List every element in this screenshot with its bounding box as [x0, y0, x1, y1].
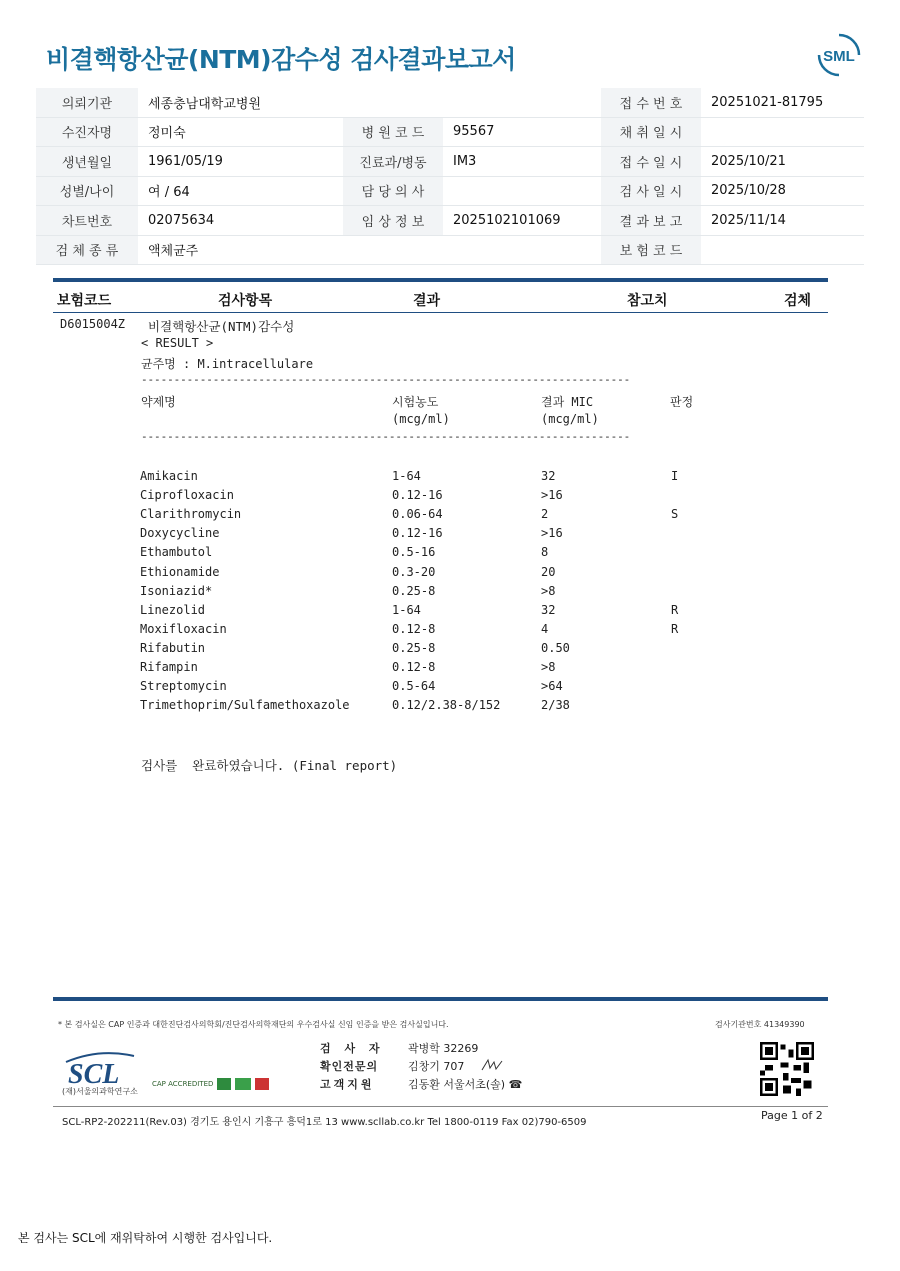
mic-value: >16 — [541, 526, 563, 541]
info-label: 성별/나이 — [36, 176, 138, 206]
info-value: 액체균주 — [138, 235, 601, 265]
cap-logo: CAP ACCREDITED — [152, 1080, 214, 1088]
interpretation: R — [671, 602, 679, 617]
contacts — [320, 1040, 522, 1094]
col-reference: 참고치 — [627, 293, 668, 309]
info-label: 검 체 종 류 — [36, 235, 138, 265]
mic-value: >16 — [541, 488, 563, 503]
support: 김동환 서울서초(솔) ☎ — [408, 1078, 523, 1091]
info-label: 채 취 일 시 — [601, 117, 701, 147]
info-value: 1961/05/19 — [138, 147, 343, 177]
mic-value: >8 — [541, 583, 556, 598]
header-divider — [53, 278, 828, 282]
confirm-doctor: 김창기 707 — [408, 1060, 465, 1073]
cert-note: * 본 검사실은 CAP 인증과 대한진단검사의학회/진단검사의학재단의 우수검사실 신임 인증을 받은 검사실입니다. — [58, 1020, 449, 1029]
info-row — [36, 117, 864, 147]
drug-row — [140, 641, 740, 660]
info-value: 정미숙 — [138, 117, 343, 147]
report-title: 비결핵항산균(NTM)감수성 검사결과보고서 — [46, 45, 516, 74]
drug-row — [140, 698, 740, 717]
signature — [480, 1058, 504, 1072]
page-number: Page 1 of 2 — [761, 1109, 823, 1122]
drug-name: Amikacin — [140, 469, 198, 483]
info-value — [443, 176, 601, 206]
divider-line: --------------------------------------------------------------------------- — [141, 373, 631, 386]
cert-logos — [152, 1076, 270, 1092]
organism-name: 균주명 : M.intracellulare — [141, 357, 314, 371]
info-value: 02075634 — [138, 206, 343, 236]
test-name: 비결핵항산균(NTM)감수성 — [148, 319, 295, 334]
insurance-code: D6015004Z — [60, 317, 126, 331]
test-range: 0.5-16 — [392, 545, 436, 560]
test-range: 0.25-8 — [392, 583, 436, 598]
test-range: 0.12-16 — [392, 488, 443, 503]
test-range: 1-64 — [392, 469, 421, 483]
drug-name: Rifabutin — [140, 640, 206, 655]
divider-line: --------------------------------------------------------------------------- — [141, 430, 631, 443]
header-range-unit: (mcg/ml) — [392, 412, 450, 426]
drug-row — [140, 603, 740, 622]
test-range: 0.12-8 — [392, 621, 436, 636]
test-range: 0.12-8 — [392, 660, 436, 674]
drug-row — [140, 526, 740, 545]
mic-value: 2 — [541, 507, 549, 522]
interpretation: S — [671, 507, 679, 522]
mic-value: 32 — [541, 469, 556, 483]
support-label: 고객지원 — [320, 1078, 375, 1091]
patient-info-table — [36, 88, 864, 265]
test-range: 0.5-64 — [392, 679, 436, 694]
info-label: 의뢰기관 — [36, 88, 138, 117]
drug-name: Isoniazid* — [140, 583, 213, 598]
info-value: 2025/10/21 — [701, 147, 864, 177]
outsourcing-note: 본 검사는 SCL에 재위탁하여 시행한 검사입니다. — [18, 1231, 273, 1245]
drug-name: Ethambutol — [140, 545, 213, 560]
document-line: SCL-RP2-202211(Rev.03) 경기도 용인시 기흥구 흥덕1로 13 www.scllab.co.kr Tel 1800-0119 Fax 02)790-6509 — [62, 1117, 587, 1128]
info-label: 임 상 정 보 — [343, 206, 443, 236]
test-range: 0.12/2.38-8/152 — [392, 698, 501, 713]
info-value: 2025/11/14 — [701, 206, 864, 236]
interpretation: I — [671, 469, 679, 483]
tester: 곽병학 32269 — [408, 1042, 479, 1055]
scl-logo-text: SCL — [68, 1059, 120, 1088]
info-label: 담 당 의 사 — [343, 176, 443, 206]
institution-number: 검사기관번호 41349390 — [715, 1020, 805, 1029]
scl-logo — [62, 1050, 137, 1088]
drug-name: Streptomycin — [140, 679, 227, 694]
info-label: 접 수 번 호 — [601, 88, 701, 117]
mic-value: 32 — [541, 602, 556, 617]
drug-name: Rifampin — [140, 660, 198, 674]
info-label: 진료과/병동 — [343, 147, 443, 177]
col-specimen: 검체 — [784, 293, 812, 309]
sml-logo — [816, 32, 862, 78]
col-test-item: 검사항목 — [218, 293, 273, 309]
final-note: 검사를 완료하였습니다. (Final report) — [141, 758, 398, 773]
drug-name: Trimethoprim/Sulfamethoxazole — [140, 698, 350, 713]
info-row — [36, 206, 864, 236]
mic-value: 4 — [541, 621, 549, 636]
mic-value: 0.50 — [541, 640, 570, 655]
info-row — [36, 176, 864, 206]
qr-code — [760, 1042, 814, 1096]
header-interp: 판정 — [670, 395, 694, 409]
header-drug: 약제명 — [141, 395, 176, 409]
info-value — [701, 235, 864, 265]
scl-org-name: (재)서울의과학연구소 — [62, 1087, 138, 1096]
tester-label: 검 사 자 — [320, 1042, 385, 1055]
column-header — [53, 288, 828, 313]
info-label: 차트번호 — [36, 206, 138, 236]
info-label: 수진자명 — [36, 117, 138, 147]
confirm-label: 확인전문의 — [320, 1060, 379, 1073]
header-mic: 결과 MIC — [541, 395, 594, 409]
mic-value: 20 — [541, 564, 556, 579]
drug-name: Linezolid — [140, 602, 206, 617]
mic-value: >64 — [541, 679, 563, 694]
test-range: 0.25-8 — [392, 640, 436, 655]
mic-value: 8 — [541, 545, 549, 560]
header-mic-unit: (mcg/ml) — [541, 412, 599, 426]
accreditation-icon — [217, 1078, 231, 1090]
drug-row — [140, 584, 740, 603]
test-range: 0.06-64 — [392, 507, 443, 522]
info-value: 2025102101069 — [443, 206, 601, 236]
drug-row — [140, 660, 740, 679]
info-value: IM3 — [443, 147, 601, 177]
test-range: 0.12-16 — [392, 526, 443, 541]
info-value: 20251021-81795 — [701, 88, 864, 117]
drug-row — [140, 469, 740, 488]
info-label: 생년월일 — [36, 147, 138, 177]
sml-logo-text: SML — [823, 48, 855, 65]
mic-value: 2/38 — [541, 698, 570, 713]
info-value — [701, 117, 864, 147]
drug-name: Ethionamide — [140, 564, 220, 579]
drug-row — [140, 488, 740, 507]
mic-value: >8 — [541, 660, 556, 674]
drug-name: Ciprofloxacin — [140, 488, 234, 503]
accreditation-icon — [235, 1078, 251, 1090]
test-range: 1-64 — [392, 602, 421, 617]
drug-name: Doxycycline — [140, 526, 220, 541]
footer-divider — [53, 997, 828, 1001]
info-row — [36, 88, 864, 117]
info-row — [36, 235, 864, 265]
info-label: 결 과 보 고 — [601, 206, 701, 236]
info-row — [36, 147, 864, 177]
col-insurance-code: 보험코드 — [57, 293, 112, 309]
interpretation: R — [671, 621, 679, 636]
info-value: 95567 — [443, 117, 601, 147]
drug-name: Clarithromycin — [140, 507, 242, 522]
drug-row — [140, 622, 740, 641]
test-range: 0.3-20 — [392, 564, 436, 579]
header-range: 시험농도 — [392, 395, 439, 409]
drug-row — [140, 565, 740, 584]
info-value: 2025/10/28 — [701, 176, 864, 206]
drug-row — [140, 545, 740, 564]
col-result: 결과 — [413, 293, 441, 309]
footer-rule — [53, 1106, 828, 1107]
info-label: 병 원 코 드 — [343, 117, 443, 147]
drug-row — [140, 507, 740, 526]
result-tag: < RESULT > — [141, 336, 214, 350]
info-label: 보 험 코 드 — [601, 235, 701, 265]
info-label: 검 사 일 시 — [601, 176, 701, 206]
info-label: 접 수 일 시 — [601, 147, 701, 177]
accreditation-icon — [255, 1078, 269, 1090]
info-value: 여 / 64 — [138, 176, 343, 206]
drug-row — [140, 679, 740, 698]
info-value: 세종충남대학교병원 — [138, 88, 601, 117]
drug-name: Moxifloxacin — [140, 621, 227, 636]
